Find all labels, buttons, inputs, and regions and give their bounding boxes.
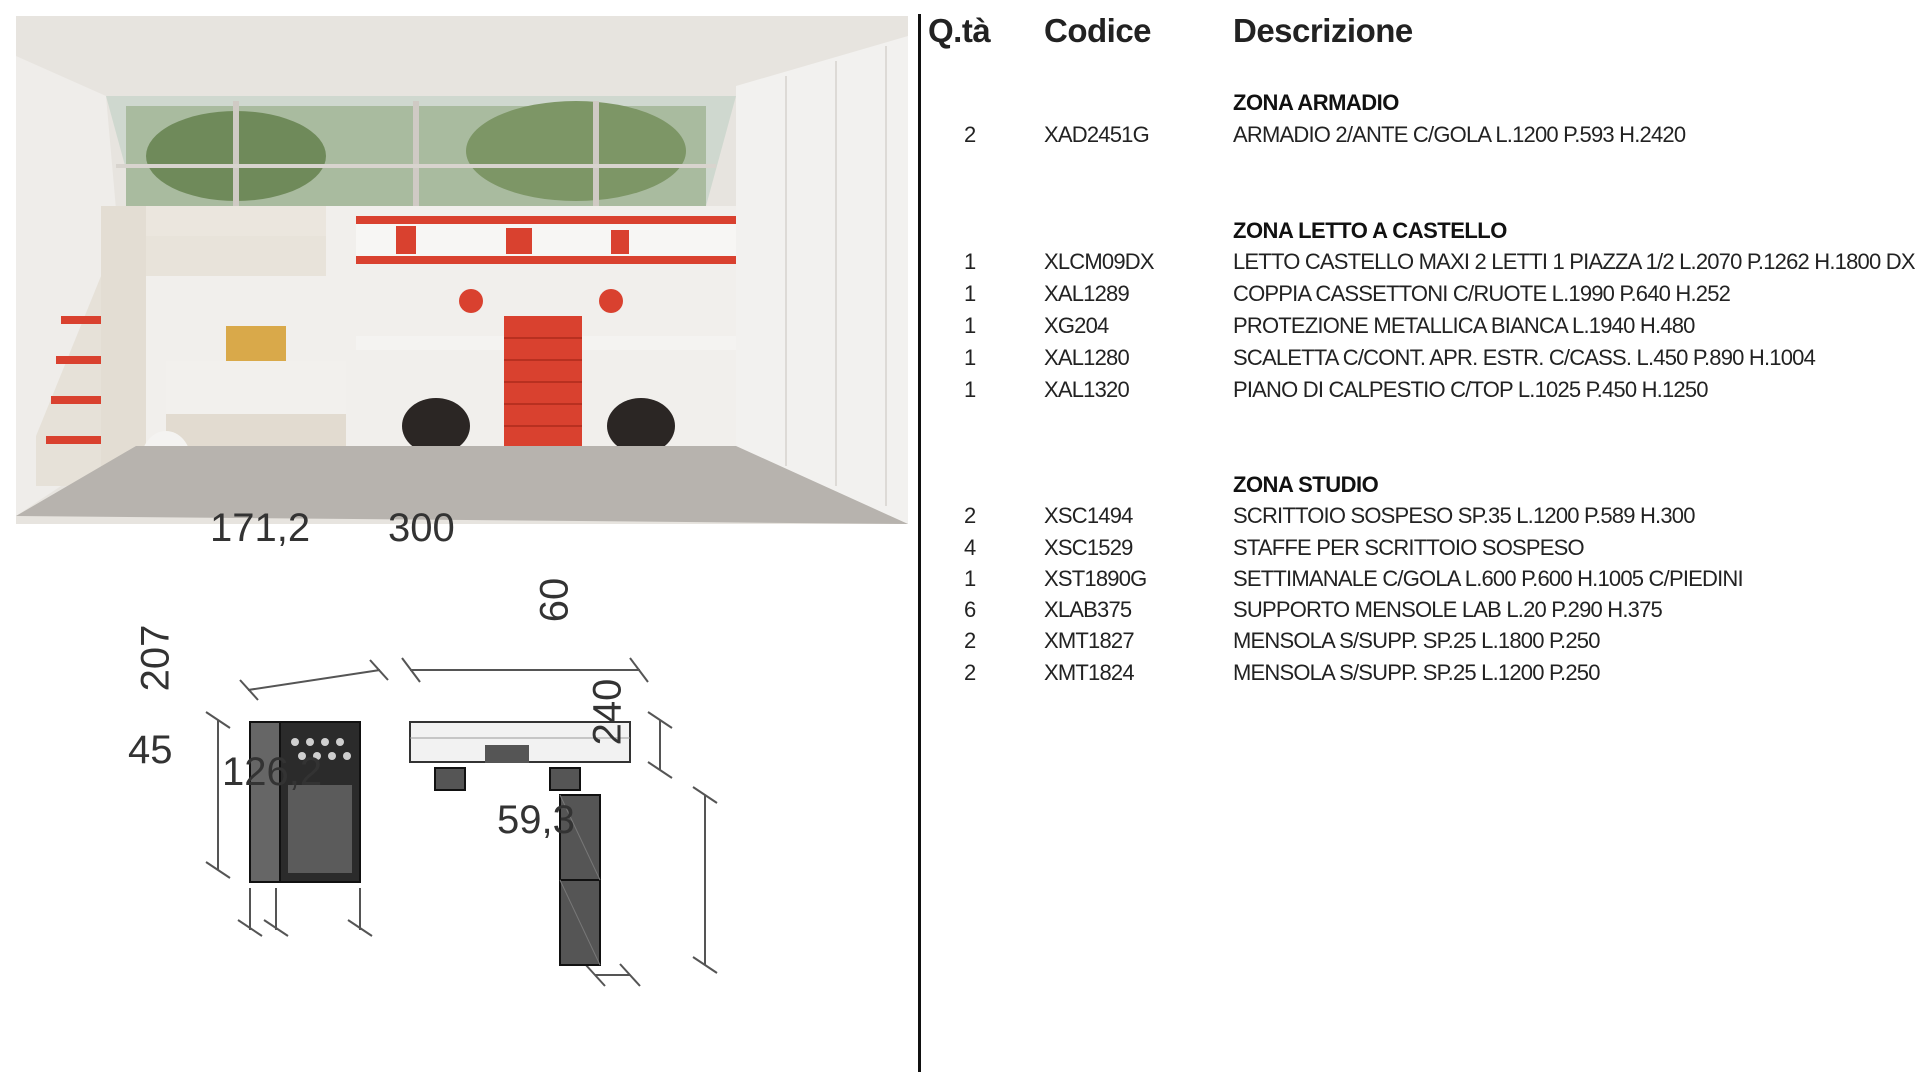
row-description: PIANO DI CALPESTIO C/TOP L.1025 P.450 H.1250 — [1233, 377, 1708, 402]
row-description: LETTO CASTELLO MAXI 2 LETTI 1 PIAZZA 1/2 L.2070 P.1262 H.1800 DX — [1233, 249, 1915, 274]
table-row — [928, 535, 1918, 565]
row-description: SETTIMANALE C/GOLA L.600 P.600 H.1005 C/PIEDINI — [1233, 566, 1743, 591]
section-title-studio: ZONA STUDIO — [1233, 472, 1379, 497]
row-qty: 4 — [964, 535, 976, 560]
header-qty: Q.tà — [928, 12, 991, 49]
row-description: SCRITTOIO SOSPESO SP.35 L.1200 P.589 H.300 — [1233, 503, 1695, 528]
table-row — [928, 566, 1918, 596]
row-qty: 2 — [964, 660, 976, 685]
row-description: ARMADIO 2/ANTE C/GOLA L.1200 P.593 H.2420 — [1233, 122, 1686, 147]
table-row — [928, 597, 1918, 627]
product-photo — [16, 16, 908, 524]
table-row — [928, 345, 1918, 375]
dimension-wardrobe-depth: 59,3 — [497, 798, 575, 842]
table-row — [928, 503, 1918, 533]
row-qty: 1 — [964, 281, 976, 306]
row-qty: 2 — [964, 628, 976, 653]
table-row — [928, 313, 1918, 343]
row-code: XMT1824 — [1044, 660, 1134, 685]
dimension-desk-depth: 60 — [532, 577, 577, 623]
floor-plan — [128, 506, 770, 1060]
row-qty: 1 — [964, 345, 976, 370]
row-code: XAL1289 — [1044, 281, 1129, 306]
row-description: SUPPORTO MENSOLE LAB L.20 P.290 H.375 — [1233, 597, 1662, 622]
row-qty: 2 — [964, 503, 976, 528]
row-qty: 1 — [964, 313, 976, 338]
dimension-wardrobe-length: 240 — [585, 678, 630, 746]
row-description: COPPIA CASSETTONI C/RUOTE L.1990 P.640 H.252 — [1233, 281, 1731, 306]
row-code: XLAB375 — [1044, 597, 1132, 622]
row-qty: 1 — [964, 249, 976, 274]
row-code: XAL1320 — [1044, 377, 1129, 402]
row-qty: 1 — [964, 566, 976, 591]
dimension-stair-width: 45 — [128, 728, 173, 772]
table-row — [928, 281, 1918, 311]
row-code: XLCM09DX — [1044, 249, 1154, 274]
table-row — [928, 249, 1918, 279]
table-row — [928, 122, 1918, 152]
table-row — [928, 628, 1918, 658]
row-qty: 6 — [964, 597, 976, 622]
dimension-top-left: 171,2 — [210, 506, 311, 550]
dimension-bed-length: 207 — [133, 624, 178, 692]
row-code: XAD2451G — [1044, 122, 1149, 147]
section-title-armadio: ZONA ARMADIO — [1233, 90, 1399, 115]
row-qty: 1 — [964, 377, 976, 402]
row-description: STAFFE PER SCRITTOIO SOSPESO — [1233, 535, 1584, 560]
vertical-divider — [918, 14, 921, 1072]
row-description: PROTEZIONE METALLICA BIANCA L.1940 H.480 — [1233, 313, 1695, 338]
dimension-bed-width: 126,2 — [222, 750, 323, 794]
row-code: XMT1827 — [1044, 628, 1134, 653]
header-description: Descrizione — [1233, 12, 1413, 49]
section-title-letto: ZONA LETTO A CASTELLO — [1233, 218, 1507, 243]
header-code: Codice — [1044, 12, 1152, 49]
row-description: SCALETTA C/CONT. APR. ESTR. C/CASS. L.450 P.890 H.1004 — [1233, 345, 1816, 370]
row-code: XSC1529 — [1044, 535, 1133, 560]
row-qty: 2 — [964, 122, 976, 147]
row-code: XSC1494 — [1044, 503, 1133, 528]
dimension-top-middle: 300 — [388, 506, 455, 550]
row-description: MENSOLA S/SUPP. SP.25 L.1200 P.250 — [1233, 660, 1600, 685]
table-row — [928, 377, 1918, 407]
table-row — [928, 660, 1918, 690]
row-code: XST1890G — [1044, 566, 1147, 591]
row-code: XAL1280 — [1044, 345, 1129, 370]
row-code: XG204 — [1044, 313, 1109, 338]
row-description: MENSOLA S/SUPP. SP.25 L.1800 P.250 — [1233, 628, 1600, 653]
